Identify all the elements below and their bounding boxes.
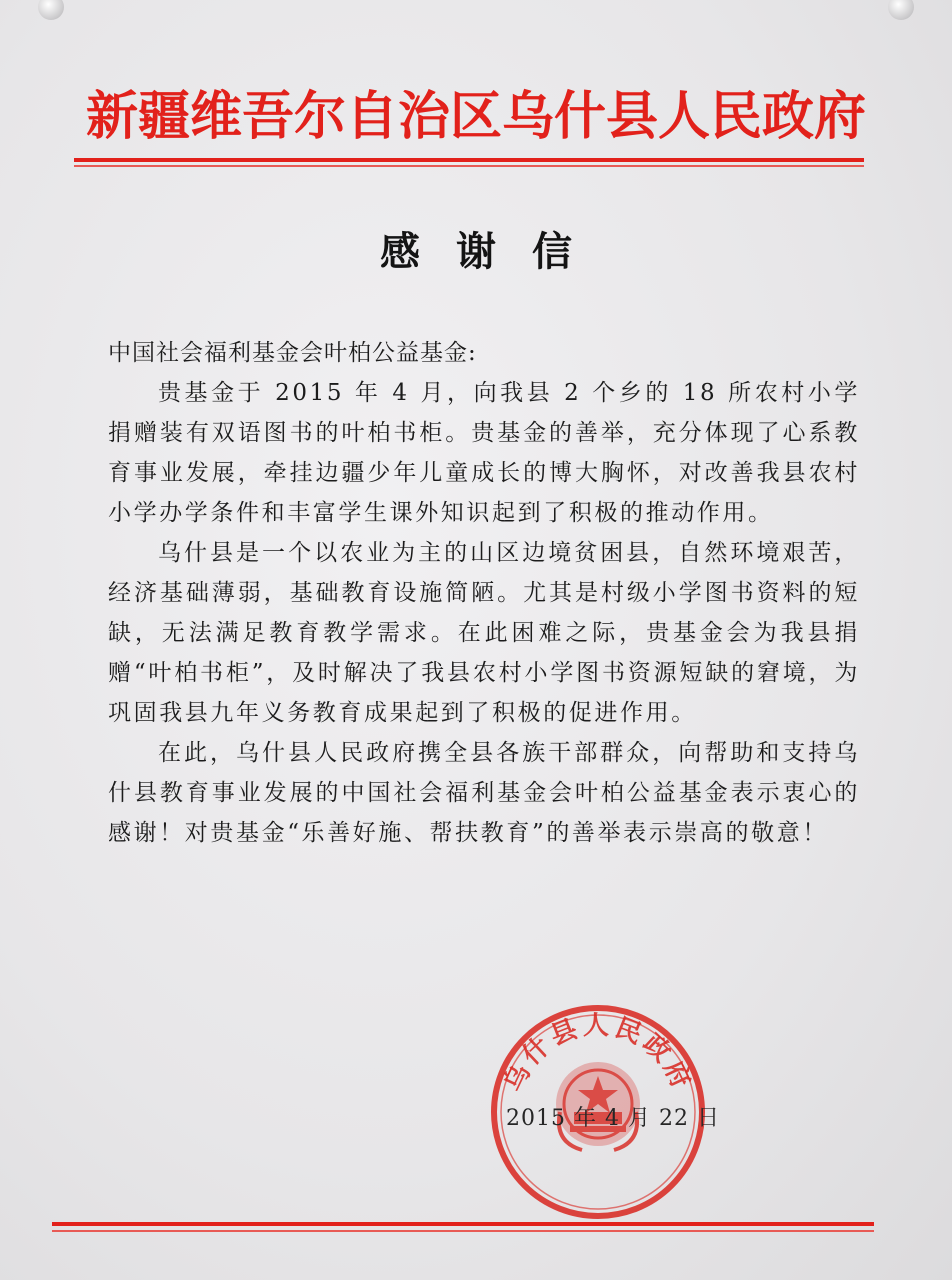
body-paragraph-2: 乌什县是一个以农业为主的山区边境贫困县，自然环境艰苦，经济基础薄弱，基础教育设施简陋。尤其是村级小学图书资料的短缺，无法满足教育教学需求。在此困难之际，贵基金会为我县捐赠“叶柏书柜”，及时解决了我县农村小学图书资源短缺的窘境，为巩固我县九年义务教育成果起到了积极的促进作用。 — [108, 540, 860, 726]
footer-divider-thin — [52, 1230, 874, 1232]
body-paragraph-1: 贵基金于 2015 年 4 月，向我县 2 个乡的 18 所农村小学捐赠装有双语图书的叶柏书柜。贵基金的善举，充分体现了心系教育事业发展，牵挂边疆少年儿童成长的博大胸怀，对改善我县农村小学办学条件和丰富学生课外知识起到了积极的推动作用。 — [108, 380, 860, 526]
body-paragraph-3: 在此，乌什县人民政府携全县各族干部群众，向帮助和支持乌什县教育事业发展的中国社会福利基金会叶柏公益基金表示衷心的感谢！对贵基金“乐善好施、帮扶教育”的善举表示崇高的敬意！ — [108, 740, 860, 846]
letter-title: 感谢信 — [380, 229, 608, 275]
letterhead-title: 新疆维吾尔自治区乌什县人民政府 — [85, 87, 866, 147]
footer-divider — [52, 1222, 874, 1226]
letterhead-divider — [74, 158, 864, 162]
letterhead-divider-thin — [74, 165, 864, 167]
letter-body — [108, 373, 860, 853]
seal-text: 乌什县人民政府 — [498, 1011, 698, 1097]
letter-date: 2015 年 4 月 22 日 — [506, 1106, 720, 1131]
salutation: 中国社会福利基金会叶柏公益基金: — [108, 340, 477, 366]
